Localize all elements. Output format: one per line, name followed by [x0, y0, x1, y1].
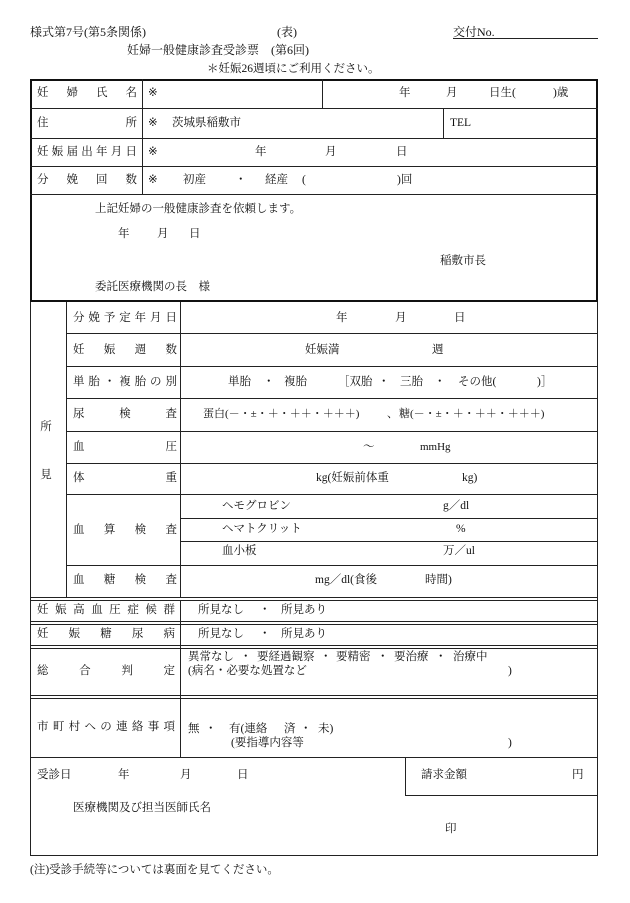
label-char: 名: [125, 87, 137, 99]
overall-option-follow-up: 要経過観察: [257, 651, 315, 663]
label-char: 週: [134, 344, 147, 356]
separator-dot: ・: [320, 651, 332, 663]
hypertension-none-option: 所見なし: [198, 604, 244, 616]
label-char: 判: [121, 665, 133, 677]
label-char: 高: [73, 604, 85, 616]
double-row-divider: [30, 645, 598, 649]
label-char: 検: [134, 524, 147, 536]
issue-number-underline: [453, 38, 598, 39]
delivery-count-open: (: [302, 174, 306, 186]
urine-sugar-scale: 糖(－・±・＋・＋＋・＋＋＋): [399, 408, 545, 420]
address-label: [37, 116, 137, 130]
label-char: 日: [125, 146, 137, 158]
row-divider: [30, 194, 598, 195]
label-char: の: [150, 376, 162, 388]
twins-option: ［双胎: [338, 376, 373, 388]
row-divider: [66, 431, 598, 432]
overall-option-normal: 異常なし: [188, 651, 234, 663]
label-char: 圧: [109, 604, 121, 616]
applicant-box: [30, 79, 598, 302]
contact-none-option: 無: [188, 723, 200, 735]
sub-row-divider: [180, 518, 598, 519]
separator-dot: ・: [263, 376, 275, 388]
platelet-label: 血小板: [222, 545, 257, 557]
name-birth-divider: [322, 79, 323, 108]
separator-dot: ・: [300, 723, 312, 735]
label-char: 検: [119, 408, 131, 420]
row-divider: [66, 463, 598, 464]
label-char: 絡: [131, 721, 144, 733]
row-divider: [30, 757, 598, 758]
blood-sugar-unit-open: mg／dl(食後: [315, 574, 377, 586]
blood-pressure-label: [73, 440, 177, 454]
guidance-note-close: ): [508, 737, 512, 749]
visit-date-label: 受診日: [37, 769, 72, 781]
other-option-open: その他(: [458, 376, 497, 388]
address-tel-divider: [443, 108, 444, 138]
label-char: 妊: [37, 628, 49, 640]
label-char: 査: [165, 574, 177, 586]
overall-option-under-treatment: 治療中: [453, 651, 488, 663]
label-char: 定: [163, 665, 175, 677]
label-char: 娩: [66, 174, 78, 186]
label-char: 妊: [37, 87, 49, 99]
label-char: 病: [163, 628, 175, 640]
hypertension-label: [37, 603, 175, 617]
row-divider: [66, 366, 598, 367]
label-char: 候: [145, 604, 157, 616]
row-divider: [30, 108, 598, 109]
label-char: 娠: [55, 604, 67, 616]
findings-group-divider: [66, 302, 67, 597]
form-title: 妊婦一般健康診査受診票 (第6回): [127, 43, 309, 57]
label-char: 出: [81, 146, 93, 158]
due-date-label: [73, 311, 177, 325]
findings-section-label: [36, 420, 56, 482]
delivery-count-label: [37, 173, 137, 187]
double-row-divider: [30, 695, 598, 699]
label-char: 血: [73, 574, 85, 586]
label-char: 分: [37, 174, 49, 186]
label-char: 尿: [73, 408, 85, 420]
label-char: ・: [103, 376, 116, 388]
row-divider: [66, 333, 598, 334]
separator-dot: ・: [259, 604, 271, 616]
form-number: 様式第7号(第5条関係): [30, 25, 146, 39]
birth-day-label: 日生(: [489, 87, 516, 99]
weight-value-close: kg): [462, 472, 478, 484]
row-divider: [30, 166, 598, 167]
label-char: 娠: [68, 628, 81, 640]
issuer-name: 稲敷市長: [440, 255, 486, 267]
multiple-option: 複胎: [284, 376, 307, 388]
separator-dot: ・: [259, 628, 271, 640]
overall-note-open: (病名・必要な処置など: [188, 665, 307, 677]
label-char: 住: [37, 117, 49, 129]
row-divider: [66, 565, 598, 566]
due-year-label: 年: [336, 312, 348, 324]
label-char: 年: [96, 146, 108, 158]
blood-sugar-label: [73, 573, 177, 587]
separator-dot: ・: [377, 651, 389, 663]
request-month-label: 月: [157, 228, 169, 240]
gestational-week-suffix: 週: [432, 344, 444, 356]
other-option-close: )］: [537, 376, 553, 388]
label-char: 所: [40, 421, 52, 433]
hypertension-present-option: 所見あり: [281, 604, 327, 616]
due-day-label: 日: [454, 312, 466, 324]
label-char: 群: [163, 604, 175, 616]
label-char: 町: [52, 721, 65, 733]
weight-label: [73, 471, 177, 485]
hematocrit-unit: %: [456, 523, 466, 535]
label-char: 氏: [96, 87, 108, 99]
outer-bottom-border: [30, 855, 598, 856]
label-column-divider: [142, 79, 143, 194]
birth-month-label: 月: [446, 87, 458, 99]
multipara-option: 経産: [265, 174, 288, 186]
double-row-divider: [30, 621, 598, 625]
billing-amount-label: 請求金額: [421, 769, 467, 781]
row-divider: [30, 138, 598, 139]
billing-divider: [405, 757, 406, 795]
label-char: 婦: [66, 87, 78, 99]
label-char: 連: [116, 721, 128, 733]
label-char: 娩: [88, 312, 100, 324]
gestational-week-prefix: 妊娠満: [305, 344, 340, 356]
urine-comma: 、: [387, 408, 398, 420]
label-char: 体: [73, 472, 85, 484]
separator-dot: ・: [205, 723, 217, 735]
label-char: 数: [165, 344, 177, 356]
contact-present-option: 有(連絡: [229, 723, 268, 735]
front-side-mark: (表): [277, 25, 297, 39]
row-divider: [66, 398, 598, 399]
label-char: 予: [103, 312, 116, 324]
hematocrit-label: ヘマトクリット: [222, 523, 302, 535]
separator-dot: ・: [240, 651, 252, 663]
urine-test-label: [73, 407, 177, 421]
guidance-note-open: (要指導内容等: [231, 737, 304, 749]
addressee: 委託医療機関の長 様: [95, 281, 210, 293]
pregnancy-type-label: [73, 375, 177, 389]
label-char: 圧: [165, 441, 177, 453]
birth-year-label: 年: [399, 87, 411, 99]
institution-doctor-label: 医療機関及び担当医師氏名: [73, 802, 211, 814]
label-char: の: [100, 721, 112, 733]
notification-day-label: 日: [396, 146, 408, 158]
label-char: 所: [125, 117, 137, 129]
label-char: 村: [68, 721, 81, 733]
contact-pending-option: 未): [318, 723, 334, 735]
row-divider: [66, 494, 598, 495]
label-char: 総: [37, 665, 49, 677]
label-char: 査: [165, 408, 177, 420]
label-char: 胎: [134, 376, 147, 388]
label-char: 届: [66, 146, 78, 158]
diabetes-present-option: 所見あり: [281, 628, 327, 640]
label-char: 算: [103, 524, 116, 536]
notification-month-label: 月: [325, 146, 337, 158]
overall-option-treatment-needed: 要治療: [394, 651, 429, 663]
notification-year-label: 年: [255, 146, 267, 158]
label-char: 定: [119, 312, 131, 324]
issue-number-label: 交付No.: [453, 25, 495, 39]
tel-label: TEL: [450, 117, 472, 129]
label-char: 月: [110, 146, 123, 158]
label-char: 複: [119, 376, 131, 388]
label-char: 検: [134, 574, 147, 586]
label-char: 症: [127, 604, 139, 616]
label-char: 項: [163, 721, 175, 733]
label-char: 分: [73, 312, 85, 324]
usage-note: ＊妊娠26週頃にご利用ください。: [207, 63, 380, 75]
blood-sugar-unit-close: 時間): [425, 574, 452, 586]
label-char: 年: [134, 312, 147, 324]
label-char: 査: [165, 524, 177, 536]
label-char: 単: [73, 376, 85, 388]
sub-row-divider: [180, 541, 598, 542]
label-char: へ: [84, 721, 96, 733]
visit-month-label: 月: [180, 769, 192, 781]
delivery-mark: ※: [148, 174, 158, 186]
overall-option-detailed-exam: 要精密: [336, 651, 371, 663]
label-char: 娠: [103, 344, 116, 356]
gestational-week-label: [73, 343, 177, 357]
yen-label: 円: [572, 769, 584, 781]
double-row-divider: [30, 597, 598, 601]
blood-pressure-unit: mmHg: [420, 441, 451, 453]
urine-protein-scale: 蛋白(－・±・＋・＋＋・＋＋＋): [203, 408, 360, 420]
seal-mark: 印: [445, 823, 457, 835]
address-mark: ※: [148, 117, 158, 129]
visit-year-label: 年: [118, 769, 130, 781]
label-char: 見: [40, 469, 52, 481]
label-char: 糖: [100, 628, 112, 640]
name-label: [37, 86, 137, 100]
visit-day-label: 日: [237, 769, 249, 781]
primipara-option: 初産: [183, 174, 206, 186]
request-text: 上記妊婦の一般健康診査を依頼します。: [95, 203, 302, 215]
request-day-label: 日: [189, 228, 201, 240]
outer-left-border: [30, 302, 31, 855]
label-char: 血: [91, 604, 103, 616]
notification-mark: ※: [148, 146, 158, 158]
delivery-count-close: )回: [397, 174, 413, 186]
label-char: 重: [165, 472, 177, 484]
singleton-option: 単胎: [228, 376, 251, 388]
label-char: 妊: [73, 344, 85, 356]
blood-count-label: [73, 523, 177, 537]
footnote: (注)受診手続等については裏面を見てください。: [30, 864, 279, 876]
separator-dot: ・: [434, 376, 446, 388]
overall-note-close: ): [508, 665, 512, 677]
municipal-contact-label: [37, 720, 175, 734]
label-char: 月: [150, 312, 162, 324]
label-char: 胎: [88, 376, 100, 388]
label-char: 血: [73, 524, 85, 536]
label-char: 数: [125, 174, 137, 186]
findings-label-divider: [180, 302, 181, 597]
outer-right-border: [597, 302, 598, 855]
separator-dot: ・: [378, 376, 390, 388]
label-char: 尿: [131, 628, 144, 640]
label-char: 妊: [37, 146, 49, 158]
platelet-unit: 万／ul: [443, 545, 475, 557]
due-month-label: 月: [395, 312, 407, 324]
hemoglobin-label: ヘモグロビン: [222, 500, 291, 512]
blood-pressure-tilde: ～: [363, 441, 375, 453]
label-char: 血: [73, 441, 85, 453]
separator-dot: ・: [435, 651, 447, 663]
label-char: 合: [79, 665, 91, 677]
triplets-option: 三胎: [400, 376, 423, 388]
contact-done-option: 済: [284, 723, 296, 735]
label-char: 妊: [37, 604, 49, 616]
label-char: 娠: [51, 146, 64, 158]
label-char: 事: [147, 721, 160, 733]
hemoglobin-unit: g／dl: [443, 500, 470, 512]
name-mark: ※: [148, 87, 158, 99]
weight-value-open: kg(妊娠前体重: [316, 472, 389, 484]
overall-judgment-label: [37, 664, 175, 678]
request-year-label: 年: [118, 228, 130, 240]
notification-date-label: [37, 145, 137, 159]
label-char: 日: [165, 312, 177, 324]
label-char: 回: [96, 174, 108, 186]
address-value: 茨城県稲敷市: [172, 117, 241, 129]
age-label: )歳: [553, 87, 569, 99]
label-char: 市: [37, 721, 49, 733]
diabetes-none-option: 所見なし: [198, 628, 244, 640]
gestational-diabetes-label: [37, 627, 175, 641]
separator-dot: ・: [235, 174, 247, 186]
label-char: 糖: [103, 574, 116, 586]
billing-bottom-line: [405, 795, 598, 796]
label-char: 別: [165, 376, 177, 388]
